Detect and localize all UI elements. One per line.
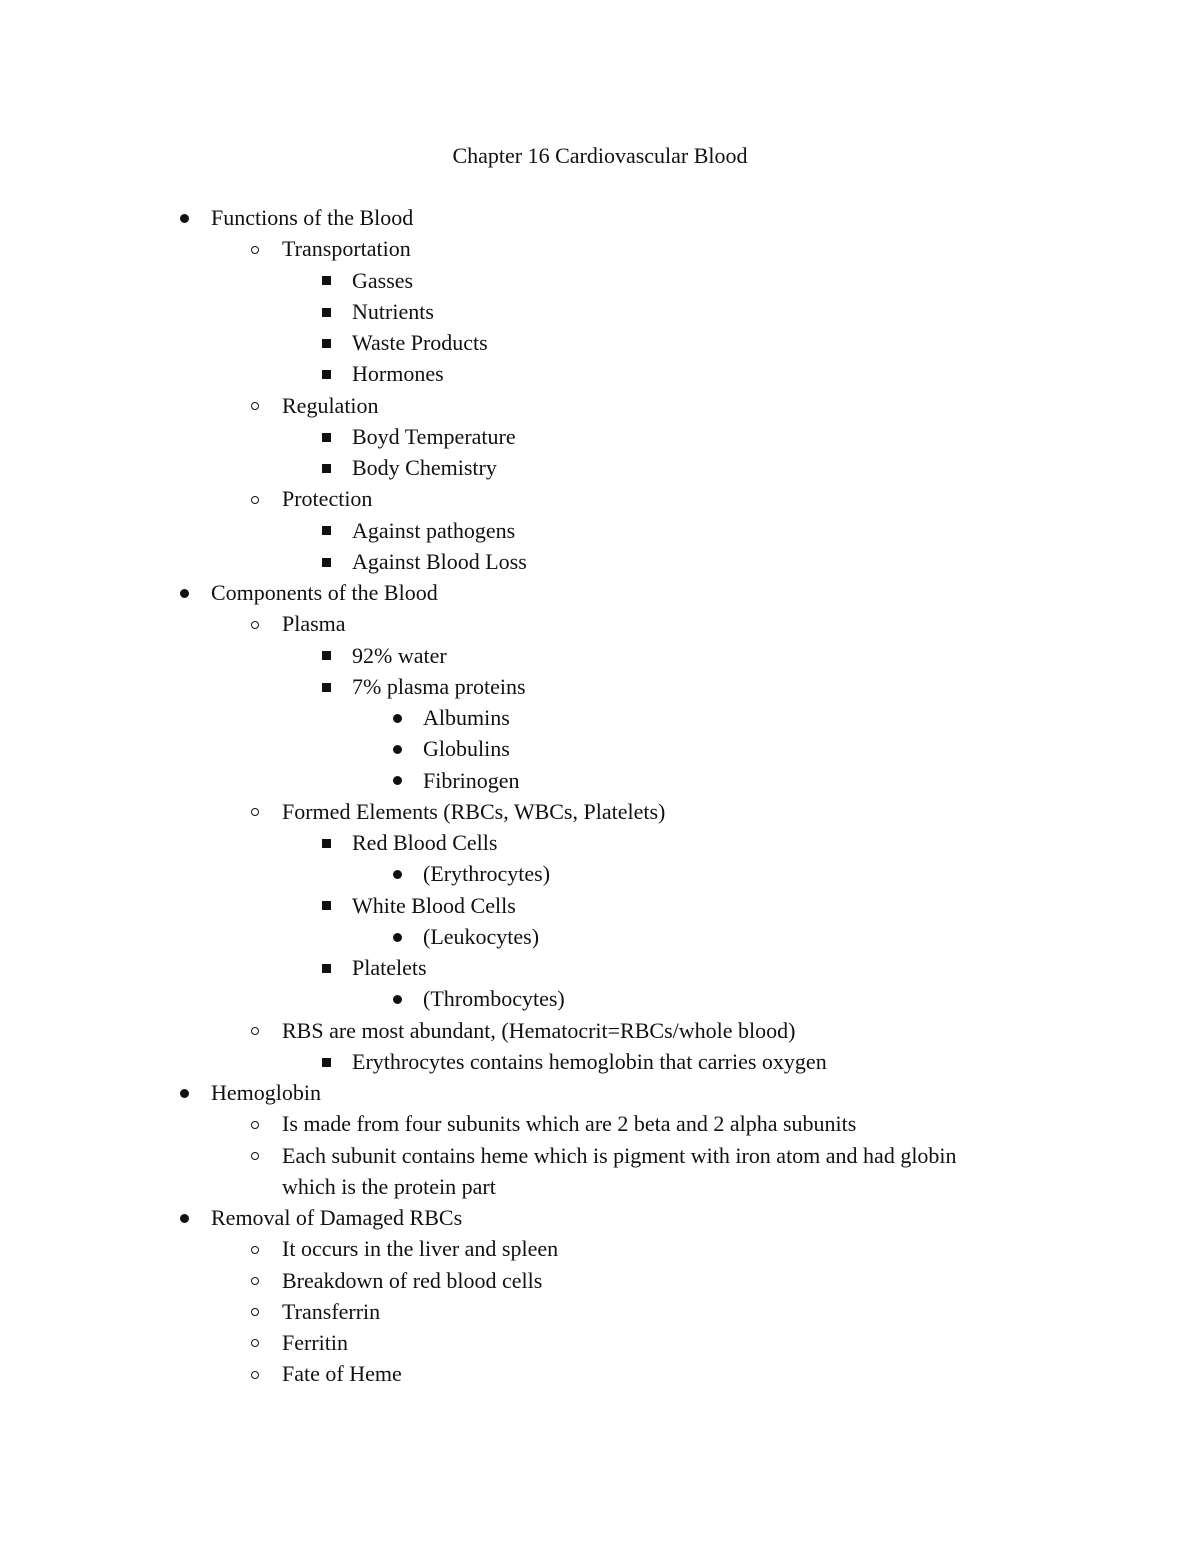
square-bullet-icon bbox=[316, 265, 336, 296]
outline-item-text: Against pathogens bbox=[352, 517, 516, 543]
hollow-circle-bullet-icon bbox=[245, 1358, 265, 1389]
outline-item-level-3 bbox=[0, 1046, 1200, 1077]
outline-item-level-3 bbox=[0, 952, 1200, 983]
outline-item-level-2 bbox=[0, 796, 1200, 827]
outline-item-text: Components of the Blood bbox=[211, 580, 438, 605]
hollow-circle-bullet-icon bbox=[245, 608, 265, 639]
outline-item-text: Plasma bbox=[282, 611, 346, 637]
outline-item-level-1 bbox=[0, 202, 1200, 233]
outline-item-text: RBS are most abundant, (Hematocrit=RBCs/whole blood) bbox=[282, 1017, 796, 1043]
square-bullet-icon bbox=[316, 327, 336, 358]
outline-item-level-2 bbox=[0, 1358, 1200, 1389]
square-bullet-icon bbox=[316, 421, 336, 452]
outline-item-text: Transferrin bbox=[282, 1298, 381, 1324]
outline-item-text: Red Blood Cells bbox=[352, 830, 498, 855]
outline-item-text: Platelets bbox=[352, 955, 427, 980]
outline-item-level-2 bbox=[0, 1296, 1200, 1327]
square-bullet-icon bbox=[316, 296, 336, 327]
filled-circle-bullet-icon bbox=[387, 733, 407, 764]
outline-item-level-4 bbox=[0, 702, 1200, 733]
filled-circle-bullet-icon bbox=[387, 765, 407, 796]
outline-item-level-2 bbox=[0, 1265, 1200, 1296]
outline-item-text: Breakdown of red blood cells bbox=[282, 1267, 543, 1293]
square-bullet-icon bbox=[316, 546, 336, 577]
filled-circle-bullet-icon bbox=[174, 1077, 194, 1108]
outline-item-text: Regulation bbox=[282, 392, 379, 418]
square-bullet-icon bbox=[316, 358, 336, 389]
outline-item-text: Fibrinogen bbox=[423, 767, 520, 793]
outline-item-text: Transportation bbox=[282, 236, 411, 262]
square-bullet-icon bbox=[316, 640, 336, 671]
outline-item-level-4 bbox=[0, 921, 1200, 952]
outline-item-text: Against Blood Loss bbox=[352, 548, 527, 574]
outline-item-level-3 bbox=[0, 296, 1200, 327]
outline-item-level-2 bbox=[0, 1108, 1200, 1139]
outline-item-text: 7% plasma proteins bbox=[352, 673, 526, 699]
square-bullet-icon bbox=[316, 452, 336, 483]
square-bullet-icon bbox=[316, 671, 336, 702]
outline-item-text: Globulins bbox=[423, 736, 510, 762]
filled-circle-bullet-icon bbox=[174, 202, 194, 233]
hollow-circle-bullet-icon bbox=[245, 1233, 265, 1264]
outline-item-text: Hemoglobin bbox=[211, 1080, 321, 1105]
outline-item-level-2 bbox=[0, 233, 1200, 264]
outline-item-level-2 bbox=[0, 1327, 1200, 1358]
square-bullet-icon bbox=[316, 890, 336, 921]
outline-item-level-1 bbox=[0, 1077, 1200, 1108]
outline-item-text: (Thrombocytes) bbox=[423, 986, 565, 1012]
outline-item-level-2 bbox=[0, 1233, 1200, 1264]
hollow-circle-bullet-icon bbox=[245, 796, 265, 827]
outline-list bbox=[0, 202, 1200, 1390]
outline-item-text: Fate of Heme bbox=[282, 1361, 402, 1387]
outline-item-level-3 bbox=[0, 827, 1200, 858]
outline-item-level-2 bbox=[0, 483, 1200, 514]
outline-item-level-1 bbox=[0, 1202, 1200, 1233]
hollow-circle-bullet-icon bbox=[245, 483, 265, 514]
outline-item-text: Nutrients bbox=[352, 298, 434, 324]
outline-item-text: Boyd Temperature bbox=[352, 423, 516, 449]
outline-item-level-4 bbox=[0, 765, 1200, 796]
outline-item-text: Functions of the Blood bbox=[211, 205, 414, 230]
outline-item-level-3 bbox=[0, 265, 1200, 296]
outline-item-level-4 bbox=[0, 858, 1200, 889]
outline-item-level-3 bbox=[0, 546, 1200, 577]
outline-item-level-2 bbox=[0, 1171, 1200, 1202]
outline-item-text: Formed Elements (RBCs, WBCs, Platelets) bbox=[282, 798, 666, 824]
filled-circle-bullet-icon bbox=[174, 1202, 194, 1233]
outline-item-text: Ferritin bbox=[282, 1330, 348, 1355]
outline-item-level-3 bbox=[0, 671, 1200, 702]
outline-item-text: Erythrocytes contains hemoglobin that carries oxygen bbox=[352, 1048, 827, 1074]
outline-item-level-3 bbox=[0, 452, 1200, 483]
outline-item-level-2 bbox=[0, 1015, 1200, 1046]
outline-item-text: Each subunit contains heme which is pigment with iron atom and had globin bbox=[282, 1142, 957, 1168]
outline-item-text: which is the protein part bbox=[282, 1173, 496, 1199]
outline-item-level-3 bbox=[0, 515, 1200, 546]
outline-item-level-1 bbox=[0, 577, 1200, 608]
hollow-circle-bullet-icon bbox=[245, 1108, 265, 1139]
outline-item-level-2 bbox=[0, 608, 1200, 639]
outline-item-level-4 bbox=[0, 733, 1200, 764]
outline-item-level-3 bbox=[0, 327, 1200, 358]
outline-item-level-2 bbox=[0, 390, 1200, 421]
document-title: Chapter 16 Cardiovascular Blood bbox=[452, 143, 748, 168]
outline-item-text: 92% water bbox=[352, 642, 447, 668]
outline-item-text: (Erythrocytes) bbox=[423, 861, 551, 887]
outline-item-text: Hormones bbox=[352, 361, 444, 387]
outline-item-text: Is made from four subunits which are 2 beta and 2 alpha subunits bbox=[282, 1111, 857, 1137]
hollow-circle-bullet-icon bbox=[245, 1296, 265, 1327]
outline-item-text: Albumins bbox=[423, 705, 510, 730]
hollow-circle-bullet-icon bbox=[245, 1015, 265, 1046]
outline-item-text: Gasses bbox=[352, 267, 414, 293]
outline-item-level-2 bbox=[0, 1140, 1200, 1171]
square-bullet-icon bbox=[316, 1046, 336, 1077]
hollow-circle-bullet-icon bbox=[245, 1140, 265, 1171]
outline-item-level-3 bbox=[0, 358, 1200, 389]
hollow-circle-bullet-icon bbox=[245, 1265, 265, 1296]
filled-circle-bullet-icon bbox=[387, 702, 407, 733]
outline-item-level-3 bbox=[0, 890, 1200, 921]
outline-item-text: It occurs in the liver and spleen bbox=[282, 1236, 559, 1262]
hollow-circle-bullet-icon bbox=[245, 233, 265, 264]
outline-item-text: Body Chemistry bbox=[352, 455, 497, 480]
filled-circle-bullet-icon bbox=[387, 858, 407, 889]
hollow-circle-bullet-icon bbox=[245, 1327, 265, 1358]
square-bullet-icon bbox=[316, 952, 336, 983]
outline-item-text: (Leukocytes) bbox=[423, 923, 540, 949]
outline-item-level-3 bbox=[0, 421, 1200, 452]
filled-circle-bullet-icon bbox=[387, 921, 407, 952]
square-bullet-icon bbox=[316, 827, 336, 858]
outline-item-text: Removal of Damaged RBCs bbox=[211, 1205, 463, 1230]
outline-item-level-4 bbox=[0, 983, 1200, 1014]
outline-item-text: White Blood Cells bbox=[352, 892, 516, 918]
filled-circle-bullet-icon bbox=[174, 577, 194, 608]
filled-circle-bullet-icon bbox=[387, 983, 407, 1014]
hollow-circle-bullet-icon bbox=[245, 390, 265, 421]
outline-item-text: Waste Products bbox=[352, 330, 488, 355]
square-bullet-icon bbox=[316, 515, 336, 546]
outline-item-text: Protection bbox=[282, 486, 373, 512]
outline-item-level-3 bbox=[0, 640, 1200, 671]
